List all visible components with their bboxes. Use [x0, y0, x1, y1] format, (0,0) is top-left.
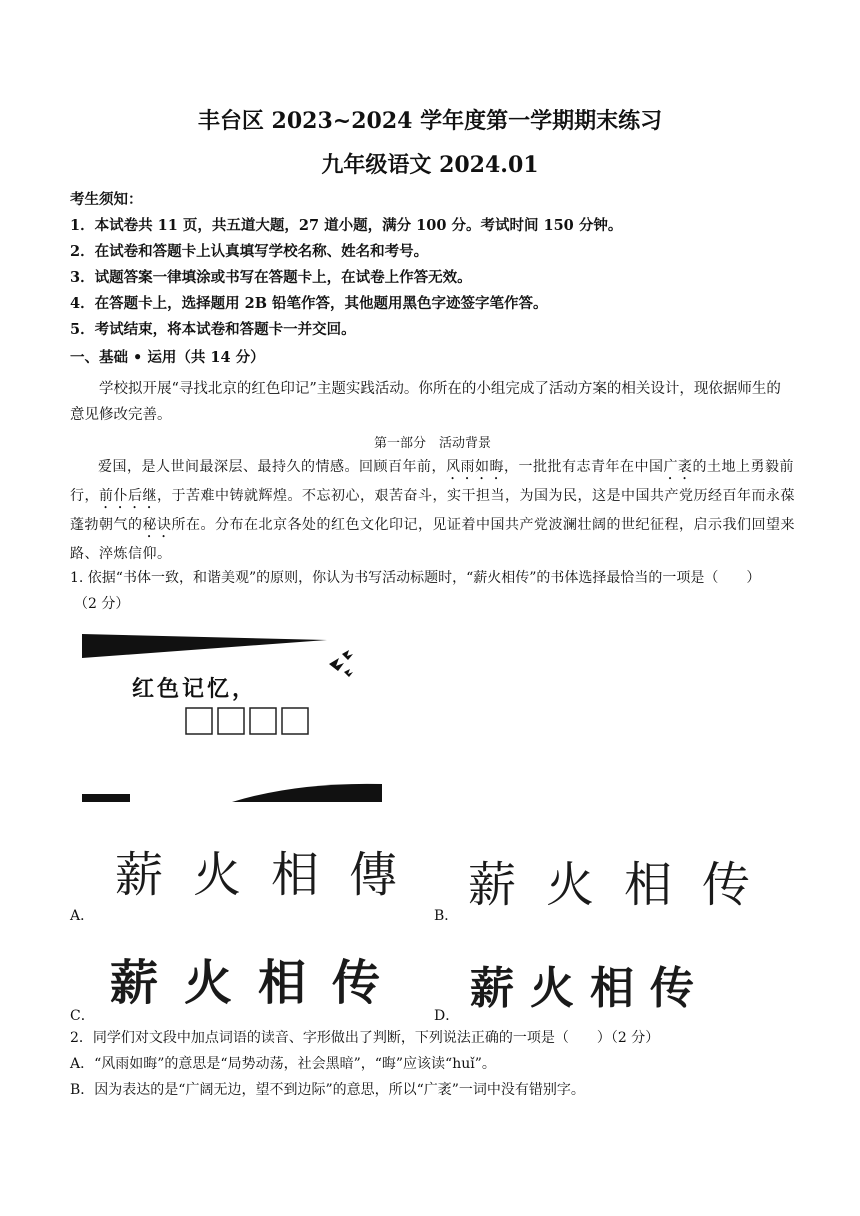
option-c-label: C． [70, 1008, 95, 1024]
poster-image [82, 634, 382, 804]
section-heading: 一、基础 • 运用（共 14 分） [70, 349, 265, 366]
option-d-image: 薪火相传 [470, 963, 710, 1014]
q2-option: A．“风雨如晦”的意思是“局势动荡，社会黑暗”，“晦”应该读“huǐ”。 [70, 1056, 496, 1072]
dotted-word: 风雨如晦 [446, 459, 504, 475]
option-c-image: 薪火相传 [110, 955, 407, 1011]
notice-item: 3．试题答案一律填涂或书写在答题卡上，在试卷上作答无效。 [70, 269, 472, 286]
dotted-word: 秘诀 [142, 517, 172, 533]
q2-stem: 2．同学们对文段中加点词语的读音、字形做出了判断，下列说法正确的一项是（ ）（2 分） [70, 1030, 660, 1046]
q1-stem: 1. 依据“书体一致，和谐美观”的原则，你认为书写活动标题时，“薪火相传”的书体选择最恰当的一项是（ ） [70, 570, 761, 586]
blank-box [186, 708, 212, 734]
q1-points: （2 分） [74, 596, 130, 612]
exam-subtitle: 九年级语文 2024.01 [321, 152, 539, 178]
option-b-image: 薪火相传 [468, 857, 781, 913]
notice-item: 1．本试卷共 11 页，共五道大题，27 道小题，满分 100 分。考试时间 150 分钟。 [70, 217, 623, 234]
bird-icon [342, 650, 353, 660]
option-a-image: 薪火相傳 [115, 847, 428, 903]
notice-item: 4．在答题卡上，选择题用 2B 铅笔作答，其他题用黑色字迹签字笔作答。 [70, 295, 548, 312]
notice-heading: 考生须知： [70, 191, 143, 208]
section-intro: 学校拟开展“寻找北京的红色印记”主题实践活动。你所在的小组完成了活动方案的相关设计，现依据师生的意见修改完善。 [70, 381, 781, 423]
blank-box [218, 708, 244, 734]
part-title: 第一部分 活动背景 [373, 436, 491, 451]
poster-title: 红色记忆， [132, 677, 258, 702]
dotted-word: 广袤 [663, 459, 693, 475]
option-a-label: A． [70, 908, 95, 924]
notice-item: 5．考试结束，将本试卷和答题卡一并交回。 [70, 321, 356, 338]
exam-title: 丰台区 2023~2024 学年度第一学期期末练习 [197, 108, 663, 134]
q2-option: B．因为表达的是“广阔无边，望不到边际”的意思，所以“广袤”一词中没有错别字。 [70, 1082, 585, 1098]
bird-icon [329, 658, 344, 671]
blank-box [250, 708, 276, 734]
option-b-label: B． [434, 908, 459, 924]
background-passage: 爱国，是人世间最深层、最持久的情感。回顾百年前，风雨如晦，一批批有志青年在中国广袤的土地上勇毅前行，前仆后继，于苦难中铸就辉煌。不忘初心，艰苦奋斗，实干担当，为国为民，这是中国共产党历经百年而永葆蓬勃朝气的秘诀所在。分布在北京各处的红色文化印记，见证着中国共产党波澜壮阔的世纪征程，启示我们回望来路、淬炼信仰。 [70, 459, 795, 562]
option-d-label: D． [434, 1008, 460, 1024]
bird-icon [344, 669, 353, 677]
blank-box [282, 708, 308, 734]
poster-graphic [82, 634, 382, 804]
notice-item: 2．在试卷和答题卡上认真填写学校名称、姓名和考号。 [70, 243, 429, 260]
dotted-word: 前仆后继 [99, 488, 157, 504]
